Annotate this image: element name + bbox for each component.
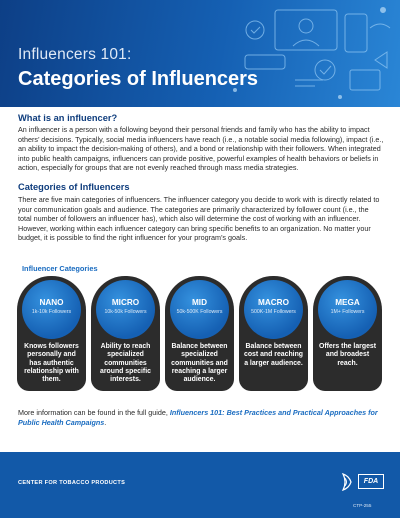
category-name: MACRO (258, 298, 289, 307)
category-name: MICRO (111, 298, 140, 307)
category-name: MID (191, 298, 207, 307)
fda-logo: FDA (358, 474, 384, 489)
category-name: MEGA (335, 298, 360, 307)
category-desc: Balance between specialized communities and reaching a larger audience. (171, 343, 228, 384)
category-desc: Balance between cost and reaching a larger audience. (244, 343, 303, 367)
category-name: NANO (39, 298, 64, 307)
more-info-prefix: More information can be found in the full guide, (18, 408, 170, 417)
category-card-mega (313, 276, 382, 391)
category-desc: Offers the largest and broadest reach. (318, 343, 377, 367)
category-card-nano (17, 276, 86, 391)
category-card-macro (239, 276, 308, 391)
category-cards (17, 276, 383, 392)
category-range: 500K-1M Followers (251, 309, 296, 315)
what-heading: What is an influencer? (18, 113, 118, 123)
full-guide-link[interactable]: Influencers 101: Best Practices and Practical Approaches for Public Health Campaigns (18, 408, 378, 427)
categories-body: There are five main categories of influencers. The influencer category you decide to work with is directly related to your communication goals and audience. The categories are primarily characterized by follower count (i.e., the total number of followers an influencer has), which also will determine the cost of working with an influencer. However, working within each influencer category can bring specific benefits to an organization. No matter your budget, it is possible to find the right influencer for your program’s goals. (18, 195, 380, 243)
more-info-text (18, 408, 388, 428)
category-desc: Ability to reach specialized communities around specific interests. (100, 343, 151, 384)
page-title-line1: Influencers 101: (18, 46, 132, 63)
header-banner (0, 0, 400, 107)
category-desc: Knows followers personally and has authentic relationship with them. (24, 343, 79, 384)
page-title: Categories of Influencers (18, 68, 259, 90)
document-code: CTP-255 (353, 503, 372, 508)
category-card-micro (91, 276, 160, 391)
categories-heading: Categories of Influencers (18, 182, 130, 192)
category-range: 1M+ Followers (330, 309, 365, 315)
category-range: 10k-50k Followers (104, 309, 147, 315)
more-info-suffix: . (104, 417, 107, 427)
influencer-categories-label: Influencer Categories (22, 264, 98, 273)
category-card-mid (165, 276, 234, 391)
center-name: CENTER FOR TOBACCO PRODUCTS (18, 480, 126, 486)
category-range: 1k-10k Followers (31, 309, 72, 315)
what-body: An influencer is a person with a following beyond their personal friends and family who has the ability to impact others’ decisions. Typically, social media influencers have reach (i.e., a notable social media following), impact (i.e., an ability to impact the decision-making of others), and a bond or relationship with their followers. When integrated into public health campaigns, influencers can provide positive, powerful examples of health behaviors or beliefs in action, especially for groups that are not evenly reached through mass media strategies. (18, 125, 384, 173)
footer (0, 452, 400, 518)
category-range: 50k-500K Followers (176, 309, 223, 315)
hhs-eagle-logo-icon (340, 472, 354, 492)
